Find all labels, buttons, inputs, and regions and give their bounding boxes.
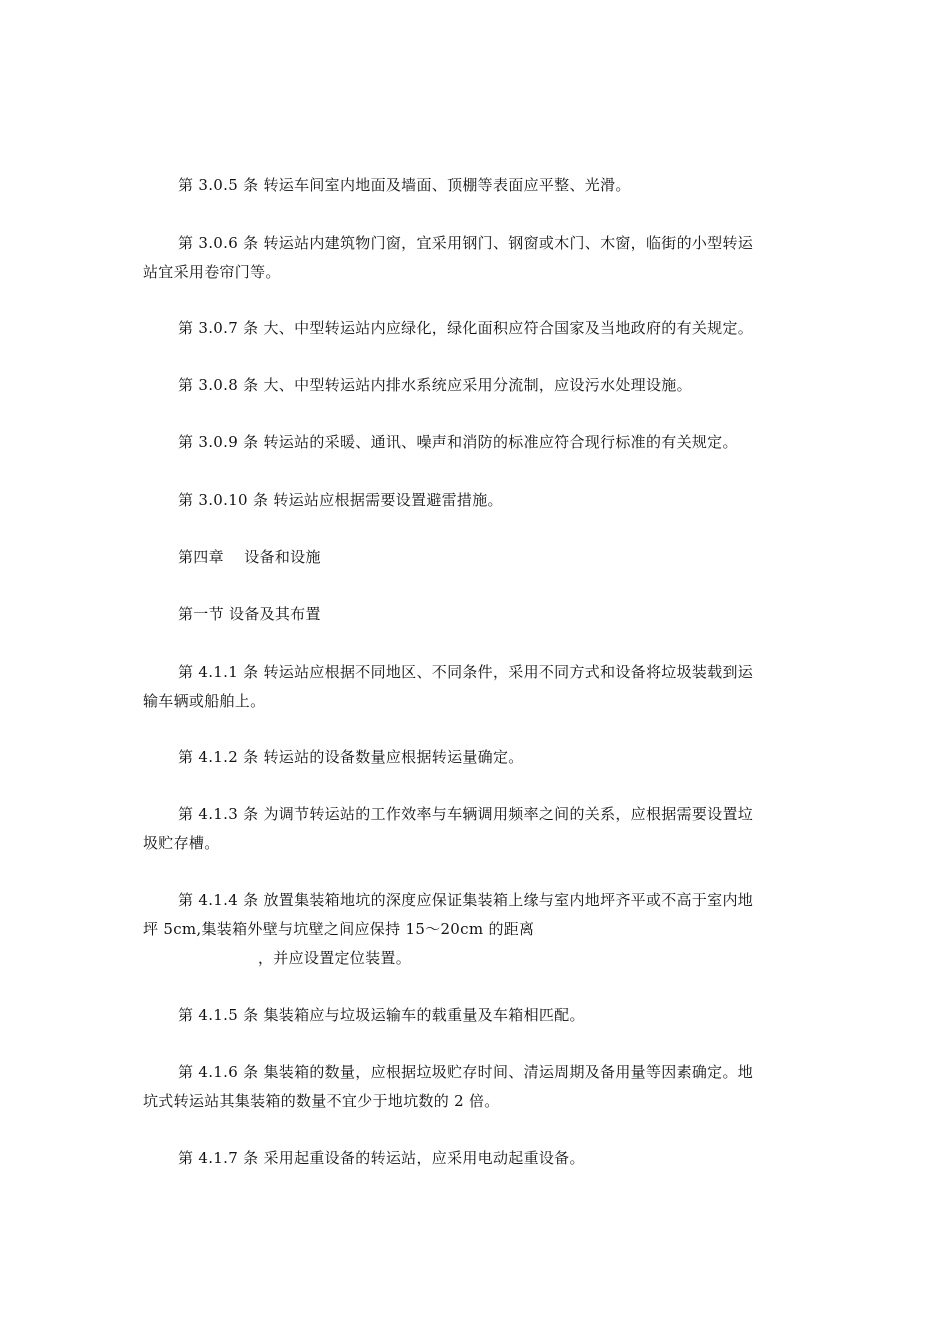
clause-4-1-5 xyxy=(143,1001,811,1030)
text-line: 第 4.1.1 条 转运站应根据不同地区、不同条件，采用不同方式和设备将垃圾装载到运 xyxy=(178,663,754,681)
text-line: 第 3.0.6 条 转运站内建筑物门窗，宜采用钢门、钢窗或木门、木窗，临街的小型转运 xyxy=(178,234,754,252)
clause-4-1-4 xyxy=(143,886,811,944)
chapter-heading xyxy=(143,543,811,572)
section-heading xyxy=(143,600,811,629)
text-line: 第 3.0.9 条 转运站的采暖、通讯、噪声和消防的标准应符合现行标准的有关规定。 xyxy=(178,433,738,451)
text-line: 第 3.0.7 条 大、中型转运站内应绿化，绿化面积应符合国家及当地政府的有关规定。 xyxy=(178,319,754,337)
text-line: 第 4.1.2 条 转运站的设备数量应根据转运量确定。 xyxy=(178,748,524,766)
clause-4-1-1 xyxy=(143,658,811,716)
clause-3-0-6 xyxy=(143,229,811,287)
clause-4-1-2 xyxy=(143,743,811,772)
text-line: 第 4.1.4 条 放置集装箱地坑的深度应保证集装箱上缘与室内地坪齐平或不高于室内地 xyxy=(178,891,754,909)
text-line: 第四章 设备和设施 xyxy=(178,548,321,566)
clause-3-0-10 xyxy=(143,486,811,515)
text-line: 站宜采用卷帘门等。 xyxy=(143,263,281,281)
clause-4-1-6 xyxy=(143,1058,811,1116)
text-line: 圾贮存槽。 xyxy=(143,834,220,852)
clause-4-1-7 xyxy=(143,1144,811,1173)
clause-3-0-8 xyxy=(143,371,811,400)
clause-3-0-5 xyxy=(143,171,811,200)
text-line: 第 4.1.6 条 集装箱的数量，应根据垃圾贮存时间、清运周期及备用量等因素确定。地 xyxy=(178,1063,754,1081)
text-line: 坑式转运站其集装箱的数量不宜少于地坑数的 2 倍。 xyxy=(143,1092,500,1110)
text-line: 第 3.0.10 条 转运站应根据需要设置避雷措施。 xyxy=(178,491,503,509)
clause-3-0-9 xyxy=(143,428,811,457)
text-line: 坪 5cm,集装箱外壁与坑壁之间应保持 15～20cm 的距离 xyxy=(143,920,535,938)
text-line: 第 3.0.8 条 大、中型转运站内排水系统应采用分流制，应设污水处理设施。 xyxy=(178,376,692,394)
clause-3-0-7 xyxy=(143,314,811,343)
text-line: 第 4.1.3 条 为调节转运站的工作效率与车辆调用频率之间的关系，应根据需要设置垃 xyxy=(178,805,754,823)
text-line: 输车辆或船舶上。 xyxy=(143,692,266,710)
clause-4-1-4-continuation xyxy=(258,944,411,973)
text-line: ，并应设置定位装置。 xyxy=(258,949,412,967)
text-line: 第 3.0.5 条 转运车间室内地面及墙面、顶棚等表面应平整、光滑。 xyxy=(178,176,631,194)
clause-4-1-3 xyxy=(143,800,811,858)
text-line: 第 4.1.7 条 采用起重设备的转运站，应采用电动起重设备。 xyxy=(178,1149,585,1167)
text-line: 第一节 设备及其布置 xyxy=(178,605,321,623)
text-line: 第 4.1.5 条 集装箱应与垃圾运输车的载重量及车箱相匹配。 xyxy=(178,1006,585,1024)
